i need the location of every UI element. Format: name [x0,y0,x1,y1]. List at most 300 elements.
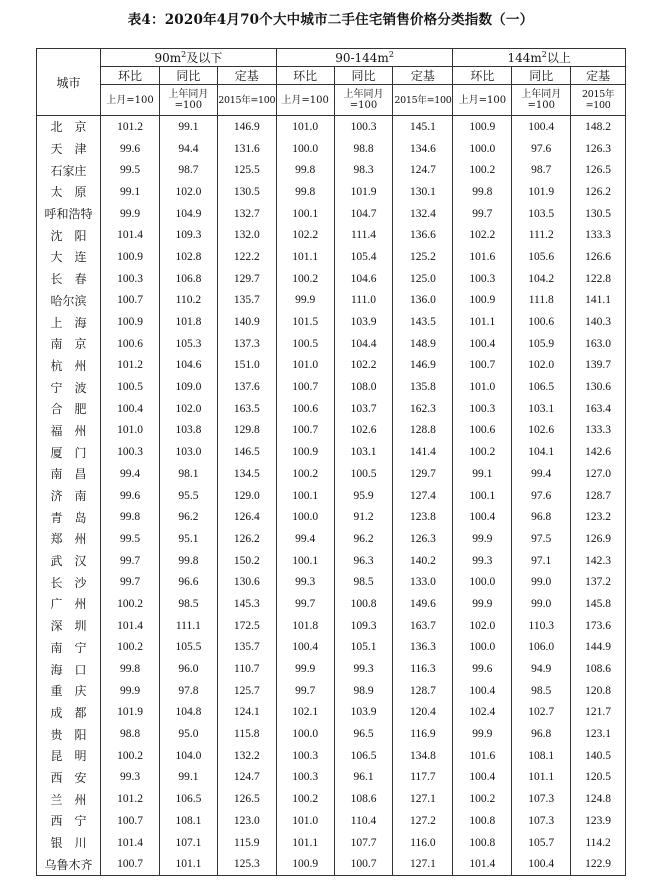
index-value-cell: 97.5 [512,528,571,550]
index-value-cell: 102.6 [334,420,393,442]
index-value-cell: 100.2 [276,268,334,290]
index-value-cell: 101.1 [453,311,512,333]
index-value-cell: 99.5 [101,528,160,550]
index-value-cell: 100.2 [276,788,334,810]
index-value-cell: 101.0 [276,810,334,832]
table-row [37,810,626,832]
index-value-cell: 116.3 [393,658,453,680]
city-cell: 成 都 [37,702,101,724]
city-cell: 北 京 [37,116,101,138]
subcol-header: 同比 [512,67,571,85]
index-value-cell: 111.8 [512,290,571,312]
table-row [37,203,626,225]
subcol-header: 定基 [571,67,626,85]
city-cell: 乌鲁木齐 [37,853,101,875]
index-value-cell: 134.8 [393,745,453,767]
index-value-cell: 99.9 [101,203,160,225]
index-value-cell: 103.9 [334,311,393,333]
index-value-cell: 100.5 [334,463,393,485]
index-value-cell: 100.2 [453,788,512,810]
city-cell: 厦 门 [37,441,101,463]
index-value-cell: 101.0 [453,376,512,398]
index-value-cell: 129.7 [393,463,453,485]
index-value-cell: 145.8 [571,593,626,615]
index-value-cell: 127.4 [393,485,453,507]
index-value-cell: 130.6 [571,376,626,398]
index-value-cell: 123.0 [217,810,276,832]
index-value-cell: 100.7 [453,355,512,377]
index-value-cell: 100.4 [453,680,512,702]
index-value-cell: 101.1 [276,246,334,268]
table-row [37,441,626,463]
index-value-cell: 116.9 [393,723,453,745]
index-value-cell: 128.7 [571,485,626,507]
index-value-cell: 142.6 [571,441,626,463]
index-value-cell: 97.8 [159,680,217,702]
index-value-cell: 100.2 [101,637,160,659]
index-value-cell: 99.6 [101,485,160,507]
index-value-cell: 108.0 [334,376,393,398]
index-value-cell: 126.4 [217,506,276,528]
index-value-cell: 110.7 [217,658,276,680]
index-value-cell: 149.6 [393,593,453,615]
index-value-cell: 99.3 [334,658,393,680]
index-value-cell: 99.4 [276,528,334,550]
index-value-cell: 101.5 [276,311,334,333]
index-value-cell: 173.6 [571,615,626,637]
index-value-cell: 125.0 [393,268,453,290]
index-value-cell: 123.8 [393,506,453,528]
group-header-2: $90-144m^2$ [276,49,453,67]
index-value-cell: 95.0 [159,723,217,745]
table-row [37,702,626,724]
index-value-cell: 100.0 [276,138,334,160]
index-value-cell: 129.7 [217,268,276,290]
index-value-cell: 110.2 [159,290,217,312]
index-value-cell: 101.2 [101,355,160,377]
index-value-cell: 109.3 [159,224,217,246]
index-value-cell: 136.3 [393,637,453,659]
index-value-cell: 101.9 [101,702,160,724]
index-value-cell: 99.9 [453,723,512,745]
index-value-cell: 108.6 [334,788,393,810]
city-cell: 贵 阳 [37,723,101,745]
index-value-cell: 99.9 [276,658,334,680]
index-value-cell: 104.2 [512,268,571,290]
table-row [37,420,626,442]
index-value-cell: 101.6 [453,246,512,268]
index-value-cell: 104.7 [334,203,393,225]
index-value-cell: 126.2 [571,181,626,203]
index-value-cell: 101.9 [512,181,571,203]
index-value-cell: 100.7 [101,853,160,875]
table-row [37,116,626,138]
index-value-cell: 115.8 [217,723,276,745]
index-value-cell: 99.5 [101,159,160,181]
table-row [37,159,626,181]
index-value-cell: 103.0 [159,441,217,463]
index-value-cell: 100.4 [512,116,571,138]
index-value-cell: 101.8 [159,311,217,333]
index-value-cell: 124.1 [217,702,276,724]
index-value-cell: 104.6 [334,268,393,290]
index-value-cell: 99.0 [512,571,571,593]
index-value-cell: 100.2 [453,159,512,181]
index-value-cell: 100.7 [101,810,160,832]
index-value-cell: 100.3 [453,268,512,290]
index-value-cell: 99.0 [512,593,571,615]
index-value-cell: 100.6 [453,420,512,442]
index-value-cell: 104.4 [334,333,393,355]
city-cell: 哈尔滨 [37,290,101,312]
index-value-cell: 99.6 [453,658,512,680]
index-value-cell: 136.6 [393,224,453,246]
index-value-cell: 96.6 [159,571,217,593]
subcol-header: 环比 [101,67,160,85]
city-cell: 长 沙 [37,571,101,593]
city-cell: 合 肥 [37,398,101,420]
city-cell: 石家庄 [37,159,101,181]
index-value-cell: 105.1 [334,637,393,659]
index-value-cell: 125.5 [217,159,276,181]
index-value-cell: 132.7 [217,203,276,225]
index-value-cell: 102.1 [276,702,334,724]
index-value-cell: 100.7 [276,376,334,398]
index-value-cell: 134.6 [393,138,453,160]
index-value-cell: 140.3 [571,311,626,333]
index-value-cell: 99.1 [159,767,217,789]
index-value-cell: 100.3 [276,767,334,789]
index-value-cell: 101.0 [101,420,160,442]
city-cell: 广 州 [37,593,101,615]
index-value-cell: 172.5 [217,615,276,637]
index-value-cell: 101.0 [276,355,334,377]
index-value-cell: 96.5 [334,723,393,745]
table-row [37,788,626,810]
index-value-cell: 99.8 [159,550,217,572]
index-value-cell: 99.7 [101,550,160,572]
index-value-cell: 148.2 [571,116,626,138]
price-index-table [36,48,626,876]
index-value-cell: 123.1 [571,723,626,745]
index-value-cell: 115.9 [217,832,276,854]
index-value-cell: 100.2 [101,745,160,767]
subcol-header: 定基 [393,67,453,85]
index-value-cell: 103.9 [334,702,393,724]
index-value-cell: 99.8 [101,506,160,528]
city-cell: 深 圳 [37,615,101,637]
index-value-cell: 99.7 [453,203,512,225]
index-value-cell: 145.1 [393,116,453,138]
index-value-cell: 125.3 [217,853,276,875]
index-value-cell: 101.1 [159,853,217,875]
table-row [37,723,626,745]
city-cell: 兰 州 [37,788,101,810]
index-value-cell: 137.3 [217,333,276,355]
base-header: 2015年=100 [217,85,276,116]
index-value-cell: 140.5 [571,745,626,767]
index-value-cell: 150.2 [217,550,276,572]
index-value-cell: 122.8 [571,268,626,290]
city-cell: 银 川 [37,832,101,854]
index-value-cell: 133.3 [571,224,626,246]
index-value-cell: 101.1 [276,832,334,854]
index-value-cell: 127.1 [393,853,453,875]
index-value-cell: 132.4 [393,203,453,225]
index-value-cell: 100.2 [101,593,160,615]
index-value-cell: 100.8 [453,832,512,854]
subcol-header: 环比 [453,67,512,85]
index-value-cell: 111.4 [334,224,393,246]
index-value-cell: 146.9 [217,116,276,138]
index-value-cell: 103.1 [512,398,571,420]
index-value-cell: 100.6 [276,398,334,420]
index-value-cell: 136.0 [393,290,453,312]
index-value-cell: 114.2 [571,832,626,854]
index-value-cell: 100.4 [276,637,334,659]
index-value-cell: 108.1 [159,810,217,832]
index-value-cell: 141.4 [393,441,453,463]
table-row [37,268,626,290]
city-cell: 上 海 [37,311,101,333]
index-value-cell: 126.6 [571,246,626,268]
index-value-cell: 100.0 [453,637,512,659]
index-value-cell: 101.4 [101,615,160,637]
index-value-cell: 143.5 [393,311,453,333]
index-value-cell: 102.6 [512,420,571,442]
base-header: 上月=100 [101,85,160,116]
index-value-cell: 96.0 [159,658,217,680]
index-value-cell: 100.0 [276,506,334,528]
city-cell: 大 连 [37,246,101,268]
city-cell: 沈 阳 [37,224,101,246]
index-value-cell: 135.7 [217,290,276,312]
index-value-cell: 106.5 [334,745,393,767]
index-value-cell: 99.7 [101,571,160,593]
index-value-cell: 100.5 [276,333,334,355]
index-value-cell: 105.9 [512,333,571,355]
index-value-cell: 96.8 [512,723,571,745]
index-value-cell: 97.1 [512,550,571,572]
subcol-header: 同比 [159,67,217,85]
price-index-table-container [36,48,626,876]
index-value-cell: 106.5 [512,376,571,398]
index-value-cell: 100.6 [101,333,160,355]
index-value-cell: 148.9 [393,333,453,355]
index-value-cell: 126.2 [217,528,276,550]
index-value-cell: 130.1 [393,181,453,203]
index-value-cell: 100.4 [453,506,512,528]
city-cell: 海 口 [37,658,101,680]
index-value-cell: 163.5 [217,398,276,420]
index-value-cell: 132.2 [217,745,276,767]
index-value-cell: 95.5 [159,485,217,507]
index-value-cell: 101.4 [101,224,160,246]
index-value-cell: 99.7 [276,680,334,702]
index-value-cell: 100.4 [512,853,571,875]
index-value-cell: 100.0 [453,571,512,593]
city-column-header: 城市 [37,49,101,116]
index-value-cell: 98.7 [512,159,571,181]
index-value-cell: 106.0 [512,637,571,659]
index-value-cell: 98.8 [101,723,160,745]
base-header: 2015年=100 [571,85,626,116]
index-value-cell: 101.0 [276,116,334,138]
table-row [37,571,626,593]
index-value-cell: 100.2 [453,441,512,463]
index-value-cell: 100.8 [453,810,512,832]
index-value-cell: 140.9 [217,311,276,333]
index-value-cell: 123.2 [571,506,626,528]
index-value-cell: 99.8 [276,181,334,203]
index-value-cell: 104.6 [159,355,217,377]
index-value-cell: 99.3 [276,571,334,593]
index-value-cell: 100.4 [453,767,512,789]
index-value-cell: 105.4 [334,246,393,268]
table-row [37,637,626,659]
index-value-cell: 108.1 [512,745,571,767]
index-value-cell: 132.0 [217,224,276,246]
index-value-cell: 125.2 [393,246,453,268]
base-header: 上月=100 [453,85,512,116]
index-value-cell: 107.3 [512,810,571,832]
index-value-cell: 105.7 [512,832,571,854]
index-value-cell: 103.1 [334,441,393,463]
table-body [37,116,626,876]
index-value-cell: 101.4 [101,832,160,854]
index-value-cell: 102.0 [159,181,217,203]
index-value-cell: 108.6 [571,658,626,680]
table-row [37,658,626,680]
index-value-cell: 102.0 [453,615,512,637]
index-value-cell: 99.9 [453,593,512,615]
table-row [37,485,626,507]
index-value-cell: 107.7 [334,832,393,854]
index-value-cell: 128.7 [393,680,453,702]
index-value-cell: 100.9 [276,441,334,463]
base-header: 上年同月=100 [334,85,393,116]
index-value-cell: 101.4 [453,853,512,875]
index-value-cell: 99.8 [101,658,160,680]
index-value-cell: 100.0 [453,138,512,160]
index-value-cell: 127.0 [571,463,626,485]
table-row [37,290,626,312]
index-value-cell: 163.4 [571,398,626,420]
index-value-cell: 99.9 [276,290,334,312]
index-value-cell: 99.9 [453,528,512,550]
group-header-1: $90m^2$及以下 [101,49,277,67]
index-value-cell: 120.5 [571,767,626,789]
table-row [37,138,626,160]
city-cell: 西 安 [37,767,101,789]
table-row [37,680,626,702]
index-value-cell: 128.8 [393,420,453,442]
index-value-cell: 124.7 [393,159,453,181]
index-value-cell: 98.3 [334,159,393,181]
city-cell: 郑 州 [37,528,101,550]
index-value-cell: 133.3 [571,420,626,442]
index-value-cell: 109.3 [334,615,393,637]
index-value-cell: 99.4 [101,463,160,485]
table-row [37,355,626,377]
city-cell: 福 州 [37,420,101,442]
city-cell: 杭 州 [37,355,101,377]
index-value-cell: 99.6 [101,138,160,160]
index-value-cell: 110.3 [512,615,571,637]
index-value-cell: 102.7 [512,702,571,724]
index-value-cell: 116.0 [393,832,453,854]
index-value-cell: 104.8 [159,702,217,724]
index-value-cell: 96.2 [334,528,393,550]
index-value-cell: 126.5 [571,159,626,181]
index-value-cell: 107.1 [159,832,217,854]
index-value-cell: 102.4 [453,702,512,724]
index-value-cell: 102.2 [276,224,334,246]
index-value-cell: 125.7 [217,680,276,702]
city-cell: 太 原 [37,181,101,203]
index-value-cell: 100.3 [101,441,160,463]
index-value-cell: 102.2 [334,355,393,377]
index-value-cell: 126.3 [393,528,453,550]
index-value-cell: 121.7 [571,702,626,724]
index-value-cell: 120.8 [571,680,626,702]
city-cell: 南 京 [37,333,101,355]
index-value-cell: 99.3 [453,550,512,572]
table-row [37,853,626,875]
index-value-cell: 105.5 [159,637,217,659]
index-value-cell: 100.7 [334,853,393,875]
table-row [37,181,626,203]
index-value-cell: 103.8 [159,420,217,442]
index-value-cell: 141.1 [571,290,626,312]
index-value-cell: 99.8 [276,159,334,181]
index-value-cell: 98.5 [512,680,571,702]
index-value-cell: 100.1 [453,485,512,507]
city-cell: 呼和浩特 [37,203,101,225]
table-row [37,246,626,268]
index-value-cell: 100.1 [276,203,334,225]
index-value-cell: 102.2 [453,224,512,246]
index-value-cell: 99.4 [512,463,571,485]
table-row [37,463,626,485]
index-value-cell: 95.1 [159,528,217,550]
index-value-cell: 99.3 [101,767,160,789]
index-value-cell: 126.3 [571,138,626,160]
subcol-header: 定基 [217,67,276,85]
index-value-cell: 117.7 [393,767,453,789]
index-value-cell: 122.2 [217,246,276,268]
page-title: 表4：2020年4月70个大中城市二手住宅销售价格分类指数（一） [127,12,534,28]
city-cell: 青 岛 [37,506,101,528]
index-value-cell: 130.5 [571,203,626,225]
index-value-cell: 98.5 [334,571,393,593]
index-value-cell: 146.9 [393,355,453,377]
index-value-cell: 96.8 [512,506,571,528]
city-cell: 长 春 [37,268,101,290]
table-row [37,615,626,637]
city-cell: 昆 明 [37,745,101,767]
index-value-cell: 139.7 [571,355,626,377]
table-row [37,593,626,615]
index-value-cell: 100.9 [276,853,334,875]
index-value-cell: 162.3 [393,398,453,420]
index-value-cell: 146.5 [217,441,276,463]
index-value-cell: 137.2 [571,571,626,593]
index-value-cell: 109.0 [159,376,217,398]
index-value-cell: 100.9 [101,246,160,268]
index-value-cell: 100.3 [453,398,512,420]
index-value-cell: 129.0 [217,485,276,507]
